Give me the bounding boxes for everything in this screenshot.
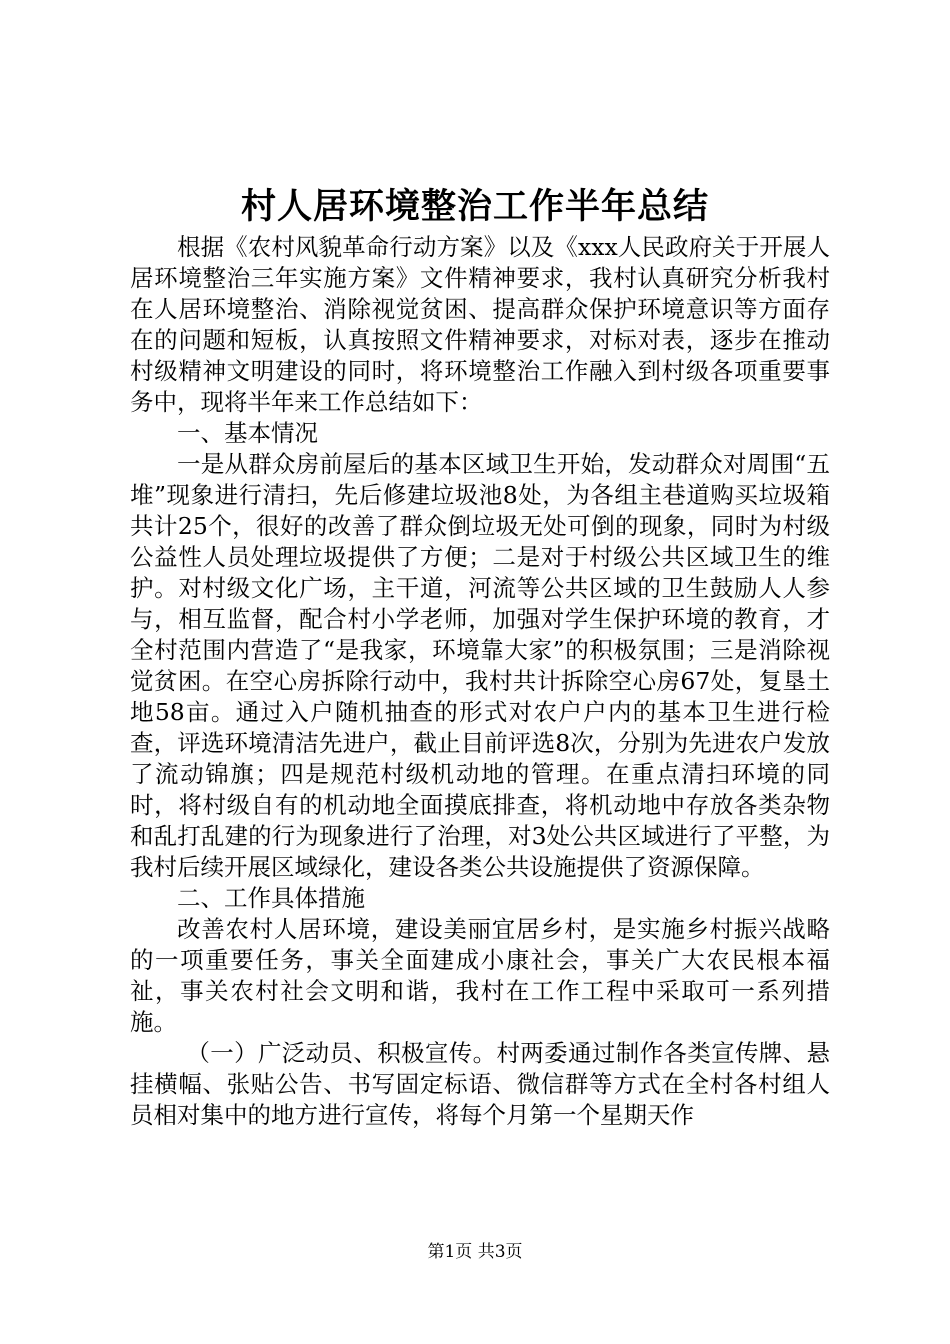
document-body [130,232,830,1131]
basic-situation-paragraph: 一是从群众房前屋后的基本区域卫生开始，发动群众对周围“五堆”现象进行清扫，先后修建垃圾池8处，为各组主巷道购买垃圾箱共计25个，很好的改善了群众倒垃圾无处可倒的现象，同时为村级公益性人员处理垃圾提供了方便；二是对于村级公共区域卫生的维护。对村级文化广场，主干道，河流等公共区域的卫生鼓励人人参与，相互监督，配合村小学老师，加强对学生保护环境的教育，才全村范围内营造了“是我家，环境靠大家”的积极氛围；三是消除视觉贫困。在空心房拆除行动中，我村共计拆除空心房67处，复垦土地58亩。通过入户随机抽查的形式对农户户内的基本卫生进行检查，评选环境清洁先进户，截止目前评选8次，分别为先进农户发放了流动锦旗；四是规范村级机动地的管理。在重点清扫环境的同时，将村级自有的机动地全面摸底排查，将机动地中存放各类杂物和乱打乱建的行为现象进行了治理，对3处公共区域进行了平整，为我村后续开展区域绿化，建设各类公共设施提供了资源保障。 [130,450,830,881]
section-heading-measures: 二、工作具体措施 [177,884,365,912]
page-footer: 第1页 共3页 [427,1242,523,1262]
document-title: 村人居环境整治工作半年总结 [240,186,709,227]
measures-intro-paragraph: 改善农村人居环境，建设美丽宜居乡村，是实施乡村振兴战略的一项重要任务，事关全面建成小康社会，事关广大农民根本福祉，事关农村社会文明和谐，我村在工作工程中采取可一系列措施。 [130,915,830,1036]
measure-one-paragraph: （一）广泛动员、积极宣传。村两委通过制作各类宣传牌、悬挂横幅、张贴公告、书写固定标语、微信群等方式在全村各村组人员相对集中的地方进行宣传，将每个月第一个星期天作 [130,1039,830,1129]
intro-paragraph: 根据《农村风貌革命行动方案》以及《xxx人民政府关于开展人居环境整治三年实施方案》文件精神要求，我村认真研究分析我村在人居环境整治、消除视觉贫困、提高群众保护环境意识等方面存在的问题和短板，认真按照文件精神要求，对标对表，逐步在推动村级精神文明建设的同时，将环境整治工作融入到村级各项重要事务中，现将半年来工作总结如下： [130,233,830,416]
section-heading-basic-situation: 一、基本情况 [177,419,318,447]
